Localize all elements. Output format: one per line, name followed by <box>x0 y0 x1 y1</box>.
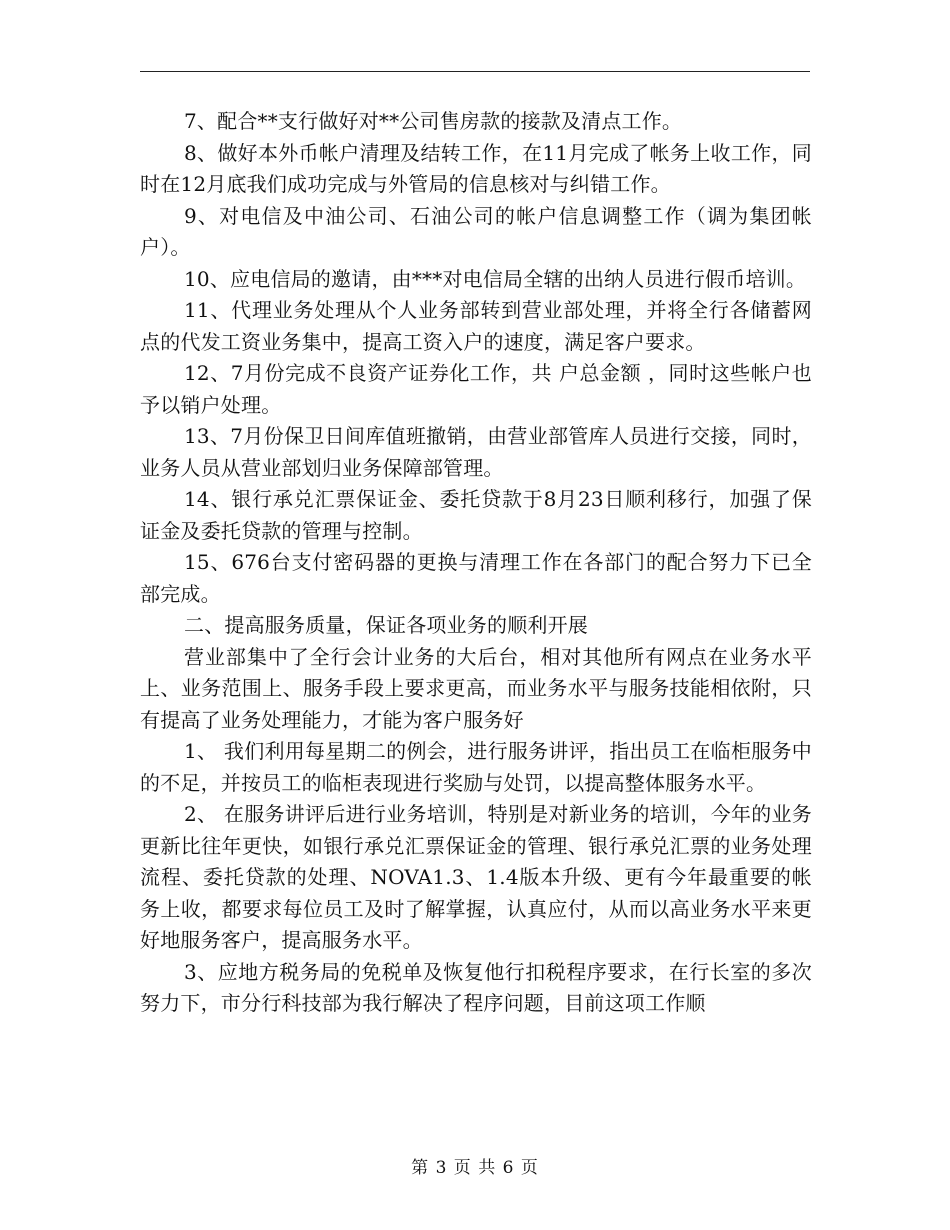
paragraph-item-9: 9、对电信及中油公司、石油公司的帐户信息调整工作（调为集团帐户）。 <box>140 203 812 259</box>
page-footer <box>0 1153 950 1178</box>
header-rule <box>140 71 810 72</box>
paragraph-item-10: 10、应电信局的邀请，由***对电信局全辖的出纳人员进行假币培训。 <box>184 266 807 291</box>
section-intro-paragraph: 营业部集中了全行会计业务的大后台，相对其他所有网点在业务水平上、业务范围上、服务手段上要求更高，而业务水平与服务技能相依附，只有提高了业务处理能力，才能为客户服务好 <box>140 644 812 732</box>
paragraph-item-15: 15、676台支付密码器的更换与清理工作在各部门的配合努力下已全部完成。 <box>140 550 812 606</box>
service-item-2: 2、 在服务讲评后进行业务培训，特别是对新业务的培训，今年的业务更新比往年更快，如银行承兑汇票保证金的管理、银行承兑汇票的业务处理流程、委托贷款的处理、NOVA1.3、1.4版本升级、更有今年最重要的帐务上收，都要求每位员工及时了解掌握，认真应付，从而以高业务水平来更好地服务客户，提高服务水平。 <box>140 802 812 952</box>
paragraph-item-13: 13、7月份保卫日间库值班撤销，由营业部管库人员进行交接，同时，业务人员从营业部划归业务保障部管理。 <box>140 424 812 480</box>
page-number-label: 第 3 页 共 6 页 <box>411 1158 539 1178</box>
service-item-3: 3、应地方税务局的免税单及恢复他行扣税程序要求，在行长室的多次努力下，市分行科技部为我行解决了程序问题，目前这项工作顺 <box>140 959 812 1015</box>
paragraph-item-8: 8、做好本外币帐户清理及结转工作，在11月完成了帐务上收工作，同时在12月底我们成功完成与外管局的信息核对与纠错工作。 <box>140 140 812 196</box>
paragraph-item-14: 14、银行承兑汇票保证金、委托贷款于8月23日顺利移行，加强了保证金及委托贷款的管理与控制。 <box>140 487 812 543</box>
paragraph-item-7: 7、配合**支行做好对**公司售房款的接款及清点工作。 <box>184 109 683 133</box>
paragraph-item-11: 11、代理业务处理从个人业务部转到营业部处理，并将全行各储蓄网点的代发工资业务集中，提高工资入户的速度，满足客户要求。 <box>140 298 812 354</box>
section-heading-2: 二、提高服务质量，保证各项业务的顺利开展 <box>184 613 588 637</box>
service-item-1: 1、 我们利用每星期二的例会，进行服务讲评，指出员工在临柜服务中的不足，并按员工的临柜表现进行奖励与处罚，以提高整体服务水平。 <box>140 739 812 795</box>
paragraph-item-12: 12、7月份完成不良资产证券化工作，共 户总金额 ，同时这些帐户也予以销户处理。 <box>140 361 812 417</box>
document-body <box>140 106 812 1020</box>
